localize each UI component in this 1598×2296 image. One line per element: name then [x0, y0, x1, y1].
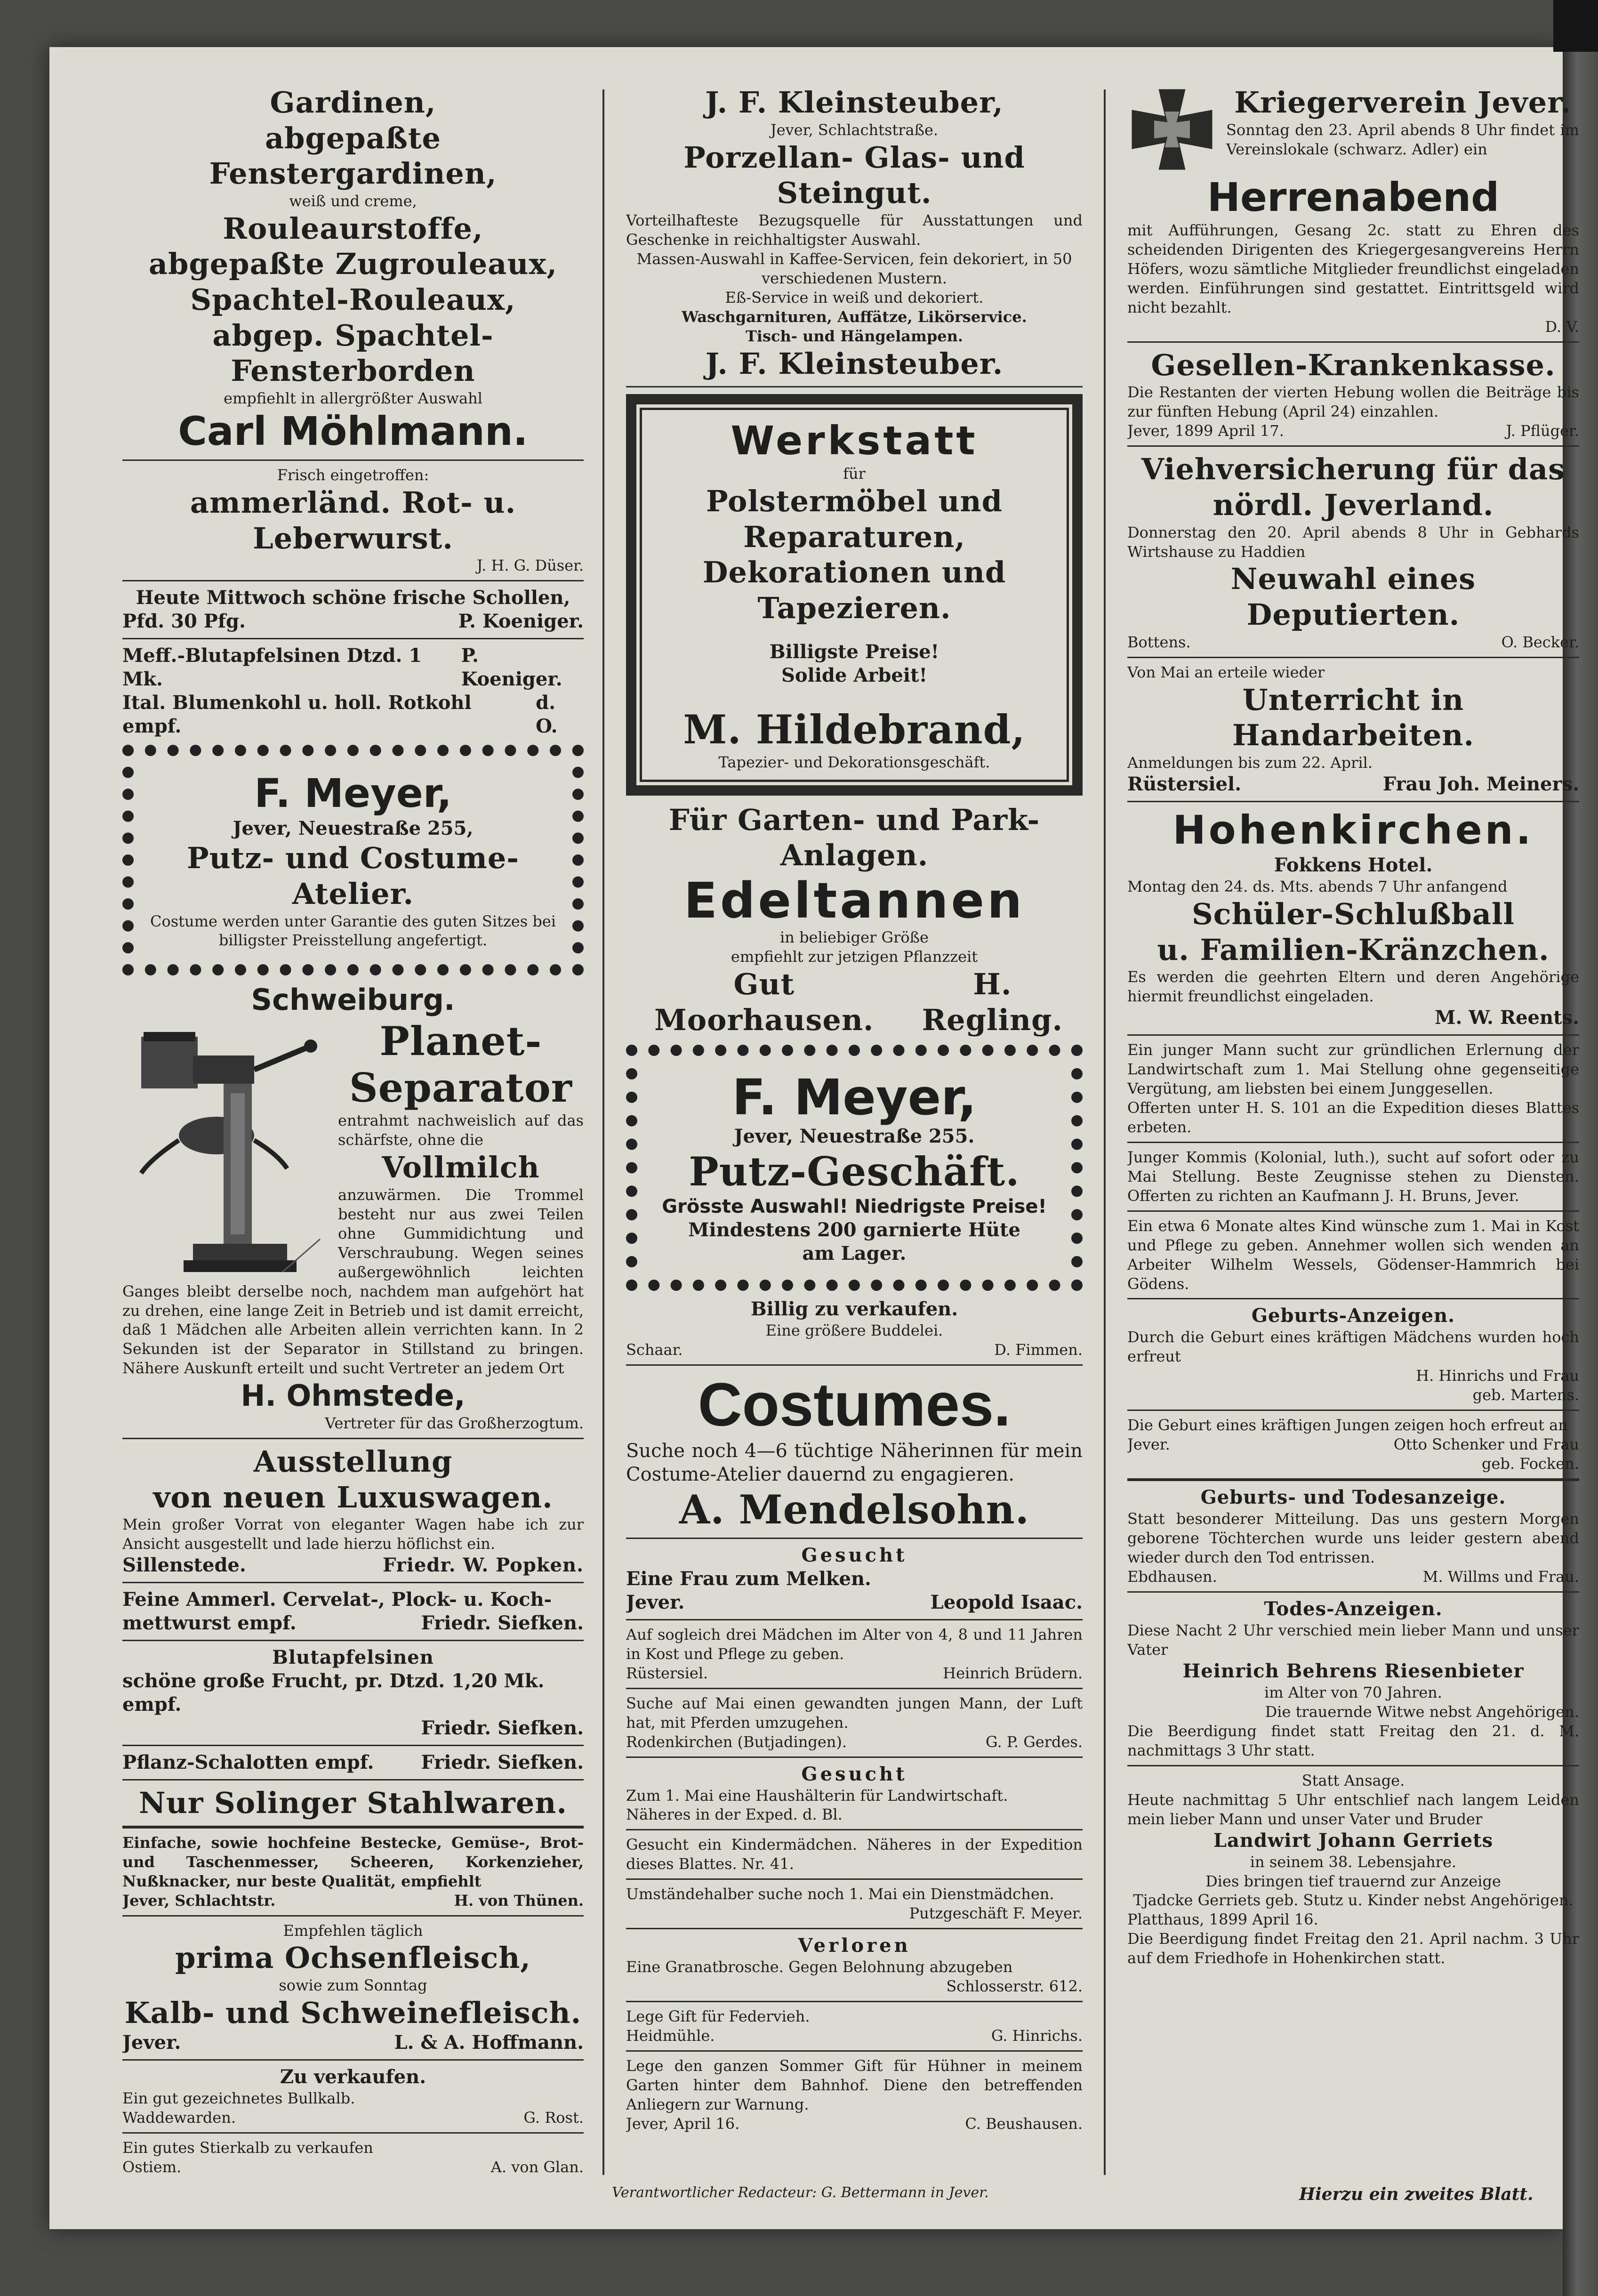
ad-text: Suche noch 4—6 tüchtige Näherinnen für mein Costume-Atelier dauernd zu engagieren. [626, 1440, 1083, 1485]
ad-text: Sonntag den 23. April abends 8 Uhr findet im Vereinslokale (schwarz. Adler) ein [1226, 121, 1579, 158]
ad-text: Costume werden unter Garantie des guten Sitzes bei billigster Preisstellung angefertigt. [150, 912, 556, 950]
ad-headline: Für Garten- und Park-Anlagen. [668, 802, 1040, 873]
ad-signature: M. W. Reents. [1435, 1007, 1579, 1029]
ad-text: Tjadcke Gerriets geb. Stutz u. Kinder nebst Angehörigen. [1133, 1891, 1574, 1909]
ad-line: Heute Mittwoch schöne frische Schollen, [136, 587, 570, 609]
ad-text: Suche auf Mai einen gewandten jungen Mann, der Luft hat, mit Pferden umzugehen. [626, 1694, 1083, 1732]
ad-line: am Lager. [802, 1242, 907, 1265]
ad-headline: Gesucht [801, 1544, 907, 1566]
ad-kind-pflege: Ein etwa 6 Monate altes Kind wünsche zum 1. Mai in Kost und Pflege zu geben. Annehmer wollen sich wenden an Arbeiter Wilhelm Wessels, Gödenser-Hammrich bei Gödens. [1127, 1216, 1579, 1293]
ad-line: abgepaßte Fenstergardinen, [209, 121, 497, 191]
ad-line: Billigste Preise! [769, 640, 940, 663]
ad-line: weiß und creme, [289, 192, 417, 210]
ad-place: Rüstersiel. [1127, 773, 1242, 795]
ad-headline: u. Familien-Kränzchen. [1157, 932, 1550, 967]
ad-place: Jever, 1899 April 17. [1127, 422, 1284, 440]
ad-headline: Nur Solinger Stahlwaren. [139, 1786, 567, 1821]
ad-firm: Friedr. W. Popken. [382, 1554, 584, 1577]
ad-place: Jever, April 16. [626, 2114, 740, 2133]
ad-line: Solide Arbeit! [781, 664, 928, 686]
ad-text: Die Restanten der vierten Hebung wollen die Beiträge bis zur fünften Hebung (April 24) einzahlen. [1127, 383, 1579, 421]
ad-line: empfiehlt in allergrößter Auswahl [224, 389, 482, 407]
ad-headline: Ausstellung [253, 1444, 453, 1479]
ad-line: Pflanz-Schalotten empf. [122, 1751, 374, 1774]
ad-koeniger [122, 586, 584, 738]
ad-text: entrahmt nachweislich auf das schärfste, ohne die [338, 1112, 584, 1149]
ad-signature: Friedr. Siefken. [421, 1717, 584, 1740]
ad-headline: Unterricht in Handarbeiten. [1232, 682, 1475, 753]
ad-text: Mein großer Vorrat von eleganter Wagen habe ich zur Ansicht ausgestellt und lade hierzu höflichst ein. [122, 1515, 584, 1553]
ad-luxuswagen [122, 1444, 584, 1577]
ad-line: Pfd. 30 Pfg. [122, 610, 246, 633]
ad-line: sowie zum Sonntag [279, 1976, 427, 1995]
ad-signature: H. Hinrichs und Frau [1416, 1367, 1579, 1385]
ad-line: abgep. Spachtel-Fensterborden [212, 318, 494, 388]
ad-headline: Porzellan- Glas- und Steingut. [683, 140, 1025, 210]
ad-text: Heute nachmittag 5 Uhr entschlief nach langem Leiden mein lieber Mann und unser Vater und Bruder [1127, 1790, 1579, 1828]
ad-headline: ammerländ. Rot- u. Leberwurst. [190, 485, 516, 556]
ad-firm: H. von Thünen. [454, 1891, 584, 1909]
ad-line: Mindestens 200 garnierte Hüte [688, 1219, 1020, 1241]
ad-text: Von Mai an erteile wieder [1127, 663, 1325, 681]
ad-text: Lege den ganzen Sommer Gift für Hühner in meinem Garten hinter dem Bahnhof. Diene den betreffenden Anliegern zur Warnung. [626, 2057, 1083, 2113]
ad-text: in seinem 38. Lebensjahre. [1250, 1853, 1457, 1871]
ad-name: Heinrich Behrens Riesenbieter [1182, 1660, 1524, 1682]
ad-headline: Kriegerverein Jever. [1234, 85, 1571, 120]
ad-headline: Geburts-Anzeigen. [1251, 1305, 1455, 1327]
ad-text: im Alter von 70 Jahren. [1264, 1683, 1442, 1701]
ad-place: Ebdhausen. [1127, 1568, 1217, 1586]
ad-headline: Polstermöbel und Reparaturen, [706, 484, 1003, 554]
ad-place: Jever. [122, 2031, 181, 2054]
ad-text: Eß-Service in weiß und dekoriert. [725, 288, 984, 306]
ad-headline: Edeltannen [683, 872, 1025, 929]
ad-place: Rüstersiel. [626, 1664, 708, 1682]
ad-text: Statt Ansage. [1301, 1771, 1405, 1789]
ad-signature: M. Willms und Frau. [1422, 1568, 1579, 1586]
scan-corner [1553, 0, 1598, 52]
ad-werkstatt [626, 394, 1083, 796]
ad-place: Heidmühle. [626, 2027, 715, 2045]
ad-signature: G. Hinrichs. [991, 2027, 1083, 2045]
ad-name: Landwirt Johann Gerriets [1213, 1829, 1494, 1852]
ad-signature: geb. Focken. [1482, 1455, 1579, 1473]
ad-signature: geb. Martens. [1472, 1386, 1579, 1404]
ad-line: Fokkens Hotel. [1274, 854, 1433, 876]
ad-text: Ein gut gezeichnetes Bullkalb. [122, 2089, 355, 2107]
ad-signature: Otto Schenker und Frau [1393, 1435, 1579, 1454]
ad-signature: J. F. Kleinsteuber. [705, 346, 1004, 381]
ad-headline: Viehversicherung für das nördl. Jeverland. [1141, 452, 1566, 522]
ad-headline: Verloren [798, 1934, 911, 1957]
ad-firm: F. Meyer, [732, 1068, 977, 1126]
ad-kleinsteuber [626, 85, 1083, 381]
ad-planet-separator [122, 982, 584, 1433]
ad-haushaelterin [626, 1763, 1083, 1825]
ad-headline: Dekorationen und Tapezieren. [702, 555, 1006, 626]
ad-line: Spachtel-Rouleaux, [190, 282, 516, 317]
ad-signature: D. V. [1545, 317, 1579, 336]
ad-text: Lege Gift für Federvieh. [626, 2007, 810, 2026]
ad-firm: H. Ohmstede, [241, 1378, 466, 1413]
ad-signature: Friedr. Siefken. [421, 1612, 584, 1635]
ad-verloren [626, 1934, 1083, 1996]
ad-costumes [626, 1370, 1083, 1533]
ad-text: Umständehalber suche noch 1. Mai ein Dienstmädchen. [626, 1885, 1054, 1903]
ad-headline: Herrenabend [1207, 174, 1500, 220]
ad-signature: J. H. G. Düser. [476, 556, 584, 575]
ad-headline: Zu verkaufen. [280, 2065, 426, 2088]
ad-line: Vertreter für das Großherzogtum. [325, 1414, 584, 1432]
ad-text: Donnerstag den 20. April abends 8 Uhr in Gebhards Wirtshause zu Haddien [1127, 523, 1579, 561]
ad-address: Jever, Neuestraße 255, [233, 817, 474, 840]
ad-signature: P. Koeniger. [461, 644, 562, 691]
ad-geburts-anzeigen [1127, 1304, 1579, 1474]
ad-line: Empfehlen täglich [283, 1921, 423, 1940]
ad-siefken [122, 1588, 584, 1774]
ad-text: Eine Granatbrosche. Gegen Belohnung abzugeben [626, 1958, 1013, 1976]
ad-signature: Frau Joh. Meiners. [1382, 773, 1579, 795]
ad-headline: Schüler-Schlußball [1191, 896, 1515, 931]
ad-text: Die trauernde Witwe nebst Angehörigen. [1265, 1702, 1579, 1721]
ad-text: Statt besonderer Mitteilung. Das uns gestern Morgen geborene Töchterchen wurde uns leider gestern abend wieder durch den Tod entrissen. [1127, 1510, 1579, 1567]
ad-handarbeiten [1127, 663, 1579, 796]
ad-text: Ein gutes Stierkalb zu verkaufen [122, 2138, 373, 2157]
ad-headline: von neuen Luxuswagen. [153, 1480, 553, 1515]
ad-place: Waddewarden. [122, 2108, 236, 2127]
ad-stierkalb [122, 2138, 584, 2177]
ad-text: Durch die Geburt eines kräftigen Mädchens wurden hoch erfreut [1127, 1328, 1579, 1366]
ad-place: Jever. [626, 1591, 685, 1613]
ad-gesellen-krankenkasse [1127, 347, 1579, 441]
ad-kriegerverein [1127, 85, 1579, 337]
ad-text: empfiehlt zur jetzigen Pflanzzeit [731, 948, 978, 966]
ad-ochsenfleisch [122, 1921, 584, 2054]
ad-edeltannen [626, 802, 1083, 1038]
ad-signature: Schlosserstr. 612. [946, 1977, 1083, 1996]
ad-text: Dies bringen tief trauernd zur Anzeige [1205, 1872, 1501, 1890]
ad-headline: Hohenkirchen. [1172, 806, 1534, 853]
ad-text: Auf sogleich drei Mädchen im Alter von 4, 8 und 11 Jahren in Kost und Pflege zu geben. [626, 1625, 1083, 1663]
ad-headline: Billig zu verkaufen. [750, 1298, 958, 1321]
ad-text: Montag den 24. ds. Mts. abends 7 Uhr anfangend [1127, 877, 1508, 895]
ad-text: Einfache, sowie hochfeine Bestecke, Gemüse-, Brot- und Taschenmesser, Scheeren, Korkenzieher, Nußknacker, nur beste Qualität, empfiehlt [122, 1833, 584, 1890]
ad-headline: Planet- [379, 1018, 542, 1065]
ad-place: Ostiem. [122, 2158, 182, 2176]
ad-viehversicherung [1127, 451, 1579, 652]
ad-kindermaedchen: Gesucht ein Kindermädchen. Näheres in der Expedition dieses Blattes. Nr. 41. [626, 1836, 1083, 1873]
ad-signature: d. O. [536, 692, 558, 738]
ad-line: Meff.-Blutapfelsinen Dtzd. 1 Mk. [122, 644, 422, 691]
ad-signature: J. Pflüger. [1506, 422, 1579, 440]
ad-text: in beliebiger Größe [780, 928, 929, 947]
ad-line: Frisch eingetroffen: [277, 466, 429, 484]
ad-text: Platthaus, 1899 April 16. [1127, 1910, 1318, 1929]
ad-todes-anzeigen [1127, 1597, 1579, 1968]
ad-text: Zum 1. Mai eine Haushälterin für Landwirtschaft. [626, 1786, 1008, 1805]
ad-line: Ital. Blumenkohl u. holl. Rotkohl empf. [122, 692, 472, 738]
ad-line: mettwurst empf. [122, 1612, 297, 1635]
ad-signature: Heinrich Brüdern. [943, 1664, 1083, 1682]
ad-text: Eine Frau zum Melken. [626, 1567, 871, 1590]
ad-headline: Gesucht [801, 1763, 907, 1785]
ad-solingen [122, 1785, 584, 1910]
ad-signature: Leopold Isaac. [930, 1591, 1083, 1613]
ad-headline: prima Ochsenfleisch, [175, 1941, 531, 1975]
ad-firm: L. & A. Hoffmann. [394, 2031, 584, 2054]
ad-text: Die Beerdigung findet Freitag den 21. April nachm. 3 Uhr auf dem Friedhofe in Hohenkirchen statt. [1127, 1930, 1579, 1967]
ad-kommis: Junger Kommis (Kolonial, luth.), sucht auf sofort oder zu Mai Stellung. Beste Zeugnisse stehen zu Diensten. Offerten zu richten an Kaufmann J. H. Bruns, Jever. [1127, 1148, 1579, 1205]
ad-headline: Putz- und Costume-Atelier. [186, 841, 520, 911]
ad-firm: A. Mendelsohn. [679, 1486, 1029, 1533]
ad-signature: D. Fimmen. [994, 1341, 1083, 1359]
ad-gift-federvieh [626, 2007, 1083, 2046]
ad-gesucht-melken [626, 1544, 1083, 1614]
ad-signature: P. Koeniger. [458, 610, 584, 633]
column-divider [602, 89, 604, 2175]
ad-signature: O. Becker. [1501, 633, 1579, 651]
ad-text: Anmeldungen bis zum 22. April. [1127, 753, 1373, 772]
ad-text: Vorteilhafteste Bezugsquelle für Ausstattungen und Geschenke in reichhaltigster Auswahl. [626, 211, 1083, 249]
ad-gardinen [122, 85, 584, 455]
ad-junger-mann-landwirtschaft [1127, 1040, 1579, 1137]
column-3 [1127, 85, 1579, 2184]
ad-line: abgepaßte Zugrouleaux, [148, 247, 558, 282]
column-divider [1104, 89, 1106, 2175]
ad-headline: Todes-Anzeigen. [1264, 1597, 1443, 1620]
ad-headline: Werkstatt [731, 418, 978, 464]
ad-buddelei [626, 1297, 1083, 1360]
ad-address: Jever, Neuestraße 255. [734, 1125, 975, 1148]
ad-signature: G. P. Gerdes. [986, 1732, 1083, 1751]
ad-junger-mann-pferde [626, 1694, 1083, 1752]
ad-headline: Gesellen-Krankenkasse. [1151, 347, 1556, 382]
ad-line: Feine Ammerl. Cervelat-, Plock- u. Koch- [122, 1588, 552, 1611]
ad-headline: Blutapfelsinen [272, 1646, 434, 1669]
ad-firm: H. Regling. [922, 967, 1063, 1037]
ad-line: Grösste Auswahl! Niedrigste Preise! [662, 1196, 1047, 1218]
ad-headline: Geburts- und Todesanzeige. [1200, 1486, 1506, 1509]
ad-maedchen-pflege [626, 1625, 1083, 1683]
ad-place: Schaar. [626, 1341, 683, 1359]
ad-text: Ein junger Mann sucht zur gründlichen Erlernung der Landwirtschaft zum 1. Mai Stellung ohne gegenseitige Vergütung, am liebsten bei einem Junggesellen. [1127, 1041, 1579, 1097]
ad-headline: Kalb- und Schweinefleisch. [124, 1996, 582, 2030]
ad-dienstmaedchen [626, 1885, 1083, 1923]
ad-bullkalb [122, 2065, 584, 2127]
column-2 [626, 85, 1083, 2184]
ad-place: Gut Moorhausen. [654, 967, 874, 1037]
ad-address: Jever, Schlachtstraße. [770, 121, 939, 139]
ad-text: Diese Nacht 2 Uhr verschied mein lieber Mann und unser Vater [1127, 1621, 1579, 1659]
ad-headline: Putz-Geschäft. [689, 1148, 1020, 1195]
ad-text: Offerten unter H. S. 101 an die Expedition dieses Blattes erbeten. [1127, 1098, 1579, 1136]
ad-text: mit Aufführungen, Gesang 2c. statt zu Ehren des scheidenden Dirigenten des Kriegergesangvereins Herrn Höfers, wozu sämtliche Mitglieder freundlichst eingeladen werden. Einführungen sind gestattet. Eintrittsgeld wird nicht bezahlt. [1127, 221, 1579, 316]
ad-text: Die Geburt eines kräftigen Jungen zeigen hoch erfreut an [1127, 1416, 1568, 1434]
ad-text: Tisch- und Hängelampen. [745, 327, 964, 345]
ad-place: Rodenkirchen (Butjadingen). [626, 1732, 847, 1751]
ad-firm: J. F. Kleinsteuber, [705, 85, 1004, 120]
ad-signature: Putzgeschäft F. Meyer. [909, 1904, 1083, 1923]
ad-line: für [843, 465, 866, 483]
ad-text: Massen-Auswahl in Kaffee-Servicen, fein dekoriert, in 50 verschiedenen Mustern. [636, 250, 1072, 287]
ad-meyer-atelier [122, 745, 584, 975]
ad-signature: A. von Glan. [490, 2158, 584, 2176]
ad-signature: Friedr. Siefken. [421, 1751, 584, 1774]
ad-hohenkirchen [1127, 807, 1579, 1030]
ad-meyer-putz [626, 1045, 1083, 1291]
ad-line: Gardinen, [270, 85, 436, 120]
ad-line: Rouleaurstoffe, [223, 211, 483, 246]
ad-wurst [122, 466, 584, 575]
ad-headline: Vollmilch [382, 1150, 540, 1185]
ad-text: Näheres in der Exped. d. Bl. [626, 1805, 843, 1824]
ad-text: Die Beerdigung findet statt Freitag den 21. d. M. nachmittags 3 Uhr statt. [1127, 1722, 1579, 1759]
ad-signature: G. Rost. [523, 2108, 584, 2127]
ad-line: Tapezier- und Dekorationsgeschäft. [718, 753, 990, 771]
ad-text: Es werden die geehrten Eltern und deren Angehörige hiermit freundlichst eingeladen. [1127, 968, 1579, 1006]
ad-firm: M. Hildebrand, [683, 706, 1026, 753]
ad-place: Bottens. [1127, 633, 1191, 651]
ad-place: Sillenstede. [122, 1554, 246, 1577]
ad-signature: C. Beushausen. [965, 2114, 1083, 2133]
ad-headline: Neuwahl eines Deputierten. [1230, 562, 1476, 632]
ad-text: Waschgarnituren, Auffätze, Likörservice. [682, 307, 1027, 326]
iron-cross-icon [1127, 85, 1217, 174]
ad-address: Jever, Schlachtstr. [122, 1891, 276, 1909]
ad-line: schöne große Frucht, pr. Dtzd. 1,20 Mk. empf. [122, 1670, 545, 1716]
ad-headline: Costumes. [698, 1370, 1011, 1439]
column-1 [122, 85, 584, 2184]
editor-note: Verantwortlicher Redacteur: G. Bettermann in Jever. [612, 2184, 989, 2201]
ad-headline: Separator [349, 1064, 573, 1112]
ad-gift-huehner [626, 2056, 1083, 2134]
ad-text: Eine größere Buddelei. [765, 1321, 943, 1340]
ad-place: Schweiburg. [251, 983, 455, 1017]
ad-place: Jever. [1127, 1435, 1170, 1454]
ad-firm: F. Meyer, [254, 770, 452, 817]
ad-firm: Carl Möhlmann. [178, 408, 528, 454]
supplement-note: Hierzu ein zweites Blatt. [1299, 2184, 1534, 2204]
separator-machine-illustration [122, 1018, 329, 1281]
ad-text: anzuwärmen. Die Trommel besteht nur aus zwei Teilen ohne Gummidichtung und Verschraubung. Wegen seines außergewöhnlich leichten Ganges bleibt derselbe noch, nachdem man aufgehört hat zu drehen, eine lange Zeit in Betrieb und ist damit erreicht, daß 1 Mädchen alle Arbeiten allein verrichten kann. In 2 Sekunden ist der Separator in Stillstand zu bringen. Nähere Auskunft erteilt und sucht Vertreter an jedem Ort [122, 1185, 584, 1378]
ad-geburts-todesanzeige [1127, 1486, 1579, 1587]
